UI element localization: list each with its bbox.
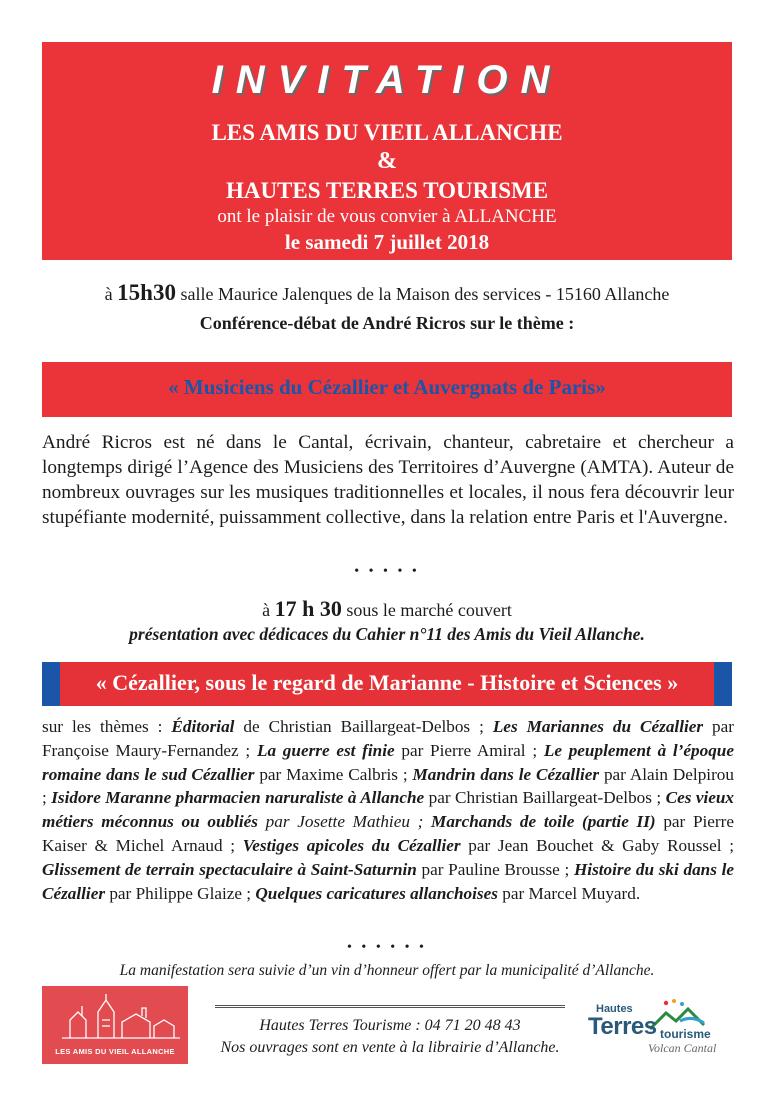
theme-author: par Pierre Kaiser & Michel Arnaud ; bbox=[42, 812, 734, 855]
theme-title: Les Mariannes du Cézallier bbox=[492, 717, 704, 736]
logo-right-l3: tourisme bbox=[660, 1027, 711, 1041]
logo-right-l4: Volcan Cantal bbox=[648, 1041, 717, 1055]
organizer-1: LES AMIS DU VIEIL ALLANCHE bbox=[211, 120, 563, 145]
conference-title-band bbox=[42, 362, 732, 417]
theme-author: par Pierre Amiral ; bbox=[394, 740, 544, 760]
theme-author: par Josette Mathieu ; bbox=[257, 812, 432, 832]
footer-separator bbox=[215, 1005, 565, 1008]
presentation-prefix: à bbox=[262, 600, 271, 620]
theme-author: par Maxime Calbris ; bbox=[254, 764, 413, 784]
logo-left-text: LES AMIS DU VIEIL ALLANCHE bbox=[55, 1047, 175, 1056]
theme-author: par Françoise Maury-Fernandez ; bbox=[42, 717, 734, 760]
theme-title: Quelques caricatures allanchoises bbox=[255, 883, 498, 903]
logo-right-l1: Hautes bbox=[596, 1003, 633, 1015]
theme-author: par Philippe Glaize ; bbox=[105, 883, 256, 903]
logo-right-l2: Terres bbox=[588, 1013, 657, 1040]
theme-title: Isidore Maranne pharmacien naruraliste à Allanche bbox=[51, 788, 425, 808]
theme-title: Ces vieux métiers méconnus ou oubliés bbox=[42, 788, 735, 832]
theme-author: par Alain Delpirou ; bbox=[42, 764, 734, 808]
presentation-time: 17 h 30 bbox=[274, 596, 342, 621]
hautes-terres-tourisme-logo bbox=[588, 995, 728, 1061]
themes-list bbox=[42, 715, 734, 905]
theme-title: Glissement de terrain spectaculaire à Saint-Saturnin bbox=[42, 859, 417, 879]
event-date: le samedi 7 juillet 2018 bbox=[284, 230, 490, 254]
contact-phone: Hautes Terres Tourisme : 04 71 20 48 43 bbox=[259, 1017, 521, 1034]
theme-author: par Marcel Muyard. bbox=[497, 883, 641, 903]
organizer-2: HAUTES TERRES TOURISME bbox=[225, 178, 549, 203]
theme-title: Éditorial bbox=[171, 717, 235, 736]
separator-dots-2: • • • • • • bbox=[347, 940, 427, 955]
themes-intro: sur les thèmes : bbox=[42, 717, 172, 736]
theme-title: Mandrin dans le Cézallier bbox=[412, 764, 600, 784]
separator-dots: • • • • • bbox=[354, 564, 420, 579]
books-note: Nos ouvrages sont en vente à la librairie d’Allanche. bbox=[220, 1039, 560, 1056]
theme-title: Marchands de toile (partie II) bbox=[431, 812, 656, 832]
invitation-header bbox=[42, 42, 732, 260]
presentation-time-line bbox=[0, 596, 774, 622]
ampersand: & bbox=[377, 148, 397, 174]
theme-title: La guerre est finie bbox=[256, 740, 395, 760]
presentation-title: « Cézallier, sous le regard de Marianne - Histoire et Sciences » bbox=[95, 670, 679, 695]
theme-title: Vestiges apicoles du Cézallier bbox=[242, 835, 461, 855]
conference-description: André Ricros est né dans le Cantal, écrivain, chanteur, cabretaire et chercheur a longtemps dirigé l’Agence des Musiciens des Territoires d’Auvergne (AMTA). Auteur de nombreux ouvrages sur les musiques traditionnelles et locales, il nous fera découvrir leur stupéfiante modernité, puissamment collective, dans la relation entre Paris et l'Auvergne. bbox=[42, 432, 734, 528]
conference-time-line bbox=[0, 280, 774, 306]
presentation-line: présentation avec dédicaces du Cahier n°11 des Amis du Vieil Allanche. bbox=[129, 624, 645, 644]
amis-vieil-allanche-logo bbox=[42, 986, 188, 1064]
theme-author: de Christian Baillargeat-Delbos ; bbox=[234, 717, 493, 736]
conference-prefix: à bbox=[104, 284, 113, 304]
footer-contact bbox=[200, 1015, 580, 1059]
closing-note: La manifestation sera suivie d’un vin d’honneur offert par la municipalité d’Allanche. bbox=[119, 962, 655, 979]
conference-location: salle Maurice Jalenques de la Maison des services - 15160 Allanche bbox=[180, 284, 670, 304]
conference-time: 15h30 bbox=[117, 280, 176, 305]
theme-author: par Jean Bouchet & Gaby Roussel ; bbox=[460, 835, 734, 855]
theme-author: par Christian Baillargeat-Delbos ; bbox=[424, 788, 666, 808]
theme-author: par Pauline Brousse ; bbox=[416, 859, 574, 879]
conference-subject: Conférence-débat de André Ricros sur le thème : bbox=[199, 313, 575, 333]
theme-title: Le peuplement à l’époque romaine dans le sud Cézallier bbox=[42, 740, 734, 784]
theme-title: Histoire du ski dans le Cézallier bbox=[42, 859, 735, 903]
invitation-title: INVITATION bbox=[211, 58, 563, 102]
presentation-title-band bbox=[42, 662, 732, 706]
presentation-location: sous le marché couvert bbox=[346, 600, 512, 620]
conference-title: « Musiciens du Cézallier et Auvergnats de Paris» bbox=[168, 375, 606, 399]
invitation-text: ont le plaisir de vous convier à ALLANCHE bbox=[217, 206, 557, 227]
